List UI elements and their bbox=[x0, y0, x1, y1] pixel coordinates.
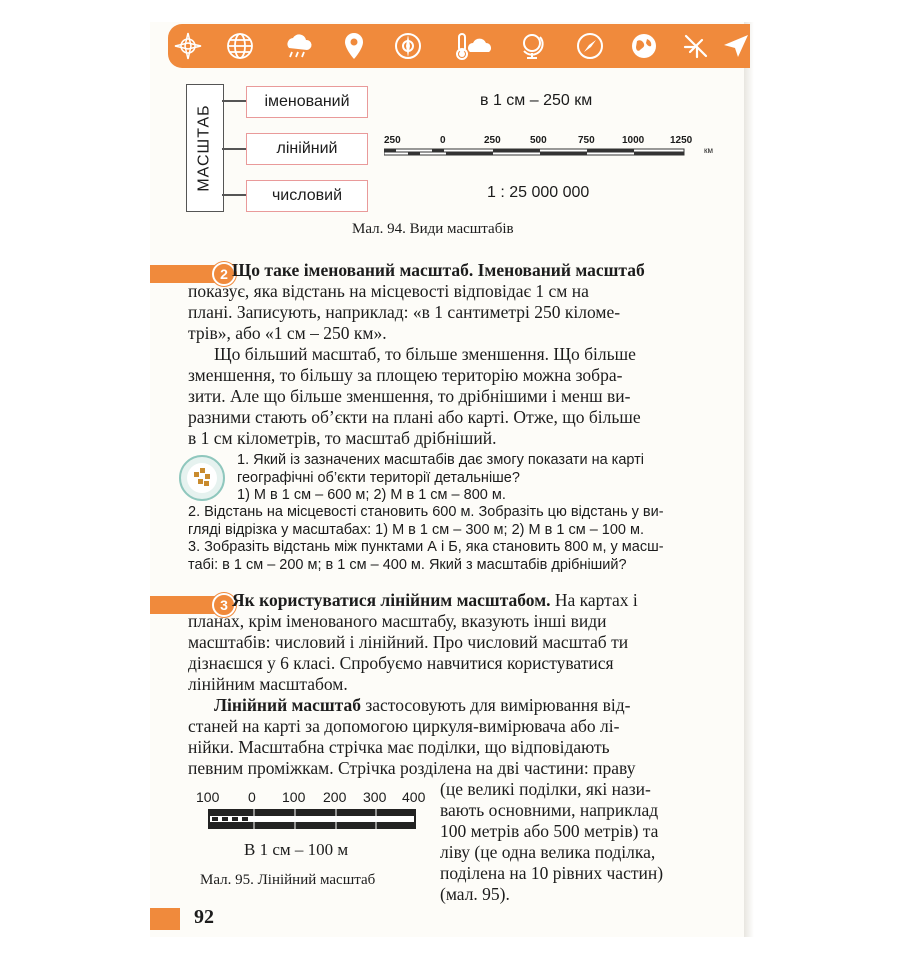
text-line: нійки. Масштабна стрічка має поділки, що відповідають bbox=[188, 737, 610, 757]
section-3-heading: Як користуватися лінійним масштабом. bbox=[232, 590, 551, 610]
text-line: поділена на 10 рівних частин) bbox=[440, 863, 664, 883]
figure-94-caption: Мал. 94. Види масштабів bbox=[352, 221, 514, 237]
compass-icon bbox=[390, 28, 426, 64]
connector-line bbox=[222, 100, 246, 102]
text-line: планах, крім іменованого масштабу, вказують інші види bbox=[188, 611, 607, 631]
tick-label: 200 bbox=[323, 789, 347, 805]
questions-2-3 bbox=[188, 504, 664, 574]
text-line: лінійним масштабом. bbox=[188, 674, 348, 694]
page-number-marker bbox=[150, 908, 180, 930]
linear-scale-unit: км bbox=[704, 146, 713, 155]
tick-label: 250 bbox=[384, 135, 401, 146]
tick-label: 1250 bbox=[670, 135, 693, 146]
question-1 bbox=[237, 452, 644, 505]
airplane-icon bbox=[678, 28, 714, 64]
text-line: станей на карті за допомогою циркуля-вимірювача або лі- bbox=[188, 716, 620, 736]
text-line: плані. Записують, наприклад: «в 1 сантиметрі 250 кіломе- bbox=[188, 302, 621, 322]
text-line: трів», або «1 см – 250 км». bbox=[188, 323, 387, 343]
rain-cloud-icon bbox=[280, 28, 316, 64]
section-3-body bbox=[188, 611, 722, 779]
linear-scale-box bbox=[246, 133, 368, 165]
map-pin-icon bbox=[336, 28, 372, 64]
numeric-scale-label: числовий bbox=[271, 187, 343, 204]
desk-globe-icon bbox=[514, 28, 550, 64]
question-line: 1. Який із зазначених масштабів дає змогу показати на карті bbox=[237, 452, 645, 468]
named-scale-box bbox=[246, 86, 368, 118]
figure-95-label: В 1 см – 100 м bbox=[244, 840, 349, 859]
figure-95-scale-bar bbox=[206, 806, 418, 832]
question-line: географічні об’єкти території детальніше? bbox=[237, 469, 520, 486]
compass-needle-icon bbox=[572, 28, 608, 64]
figure-95-ticks bbox=[196, 789, 436, 807]
tick-label: 250 bbox=[484, 135, 501, 146]
text-line: певним проміжкам. Стрічка розділена на дві частини: праву bbox=[188, 758, 636, 778]
section-2-heading-line bbox=[232, 260, 722, 281]
linear-scale-bar bbox=[384, 147, 714, 159]
tick-label: 100 bbox=[282, 789, 306, 805]
globe-icon bbox=[222, 28, 258, 64]
section-number: 2 bbox=[212, 262, 236, 286]
question-line: 2. Відстань на місцевості становить 600 м. Зобразіть цю відстань у ви- bbox=[188, 504, 664, 520]
tick-label: 500 bbox=[530, 135, 547, 146]
connector-line bbox=[222, 194, 246, 196]
tick-label: 1000 bbox=[622, 135, 645, 146]
scale-label: МАСШТАБ bbox=[196, 104, 213, 192]
numeric-scale-example: 1 : 25 000 000 bbox=[487, 184, 590, 201]
text-line: (це великі поділки, які нази- bbox=[440, 779, 651, 799]
text-line: Що більший масштаб, то більше зменшення. Що більше bbox=[214, 344, 636, 364]
linear-scale-label: лінійний bbox=[276, 140, 338, 157]
figure-95-caption: Мал. 95. Лінійний масштаб bbox=[200, 872, 376, 888]
section-2-term: Іменований масштаб bbox=[477, 260, 645, 280]
tick-label: 0 bbox=[248, 789, 256, 805]
named-scale-example: в 1 см – 250 км bbox=[480, 92, 593, 109]
question-line: 3. Зобразіть відстань між пунктами А і Б, яка становить 800 м, у масш- bbox=[188, 539, 664, 555]
text-line: вають основними, наприклад bbox=[440, 800, 659, 820]
text-line: разними стають об’єкти на плані або карті. Отже, що більше bbox=[188, 407, 641, 427]
text-line: дізнаєшся у 6 класі. Спробуємо навчитися користуватися bbox=[188, 653, 614, 673]
section-2-body bbox=[188, 281, 722, 449]
text-line: На картах і bbox=[554, 590, 638, 610]
question-icon bbox=[178, 454, 226, 502]
section-3-heading-line bbox=[232, 590, 722, 611]
text-line: зменшення, то більшу за площею територію можна зобра- bbox=[188, 365, 623, 385]
page-number: 92 bbox=[194, 906, 214, 928]
numeric-scale-box bbox=[246, 180, 368, 212]
scale-label-box bbox=[186, 84, 224, 212]
text-line: ліву (це одна велика поділка, bbox=[440, 842, 656, 862]
text-line: (мал. 95). bbox=[440, 884, 510, 904]
text-line: показує, яка відстань на місцевості відповідає 1 см на bbox=[188, 281, 589, 301]
text-line: 100 метрів або 500 метрів) та bbox=[440, 821, 659, 841]
question-line: 1) М в 1 см – 600 м; 2) М в 1 см – 800 м. bbox=[237, 487, 506, 503]
tick-label: 300 bbox=[363, 789, 387, 805]
text-line: застосовують для вимірювання від- bbox=[365, 695, 631, 715]
tick-label: 400 bbox=[402, 789, 426, 805]
section-number: 3 bbox=[212, 593, 236, 617]
section-2-heading: Що таке іменований масштаб. bbox=[232, 260, 474, 280]
bold-term: Лінійний масштаб bbox=[214, 695, 361, 715]
tick-label: 0 bbox=[440, 135, 446, 146]
connector-line bbox=[222, 148, 246, 150]
text-line: в 1 см кілометрів, то масштаб дрібніший. bbox=[188, 428, 497, 448]
question-line: гляді відрізка у масштабах: 1) М в 1 см – 300 м; 2) М в 1 см – 100 м. bbox=[188, 521, 644, 538]
paper-plane-icon bbox=[718, 28, 754, 64]
text-line: зити. Але що більше зменшення, то дрібнішими і менш ви- bbox=[188, 386, 631, 406]
compass-rose-icon bbox=[170, 28, 206, 64]
text-line: масштабів: числовий і лінійний. Про числовий масштаб ти bbox=[188, 632, 629, 652]
page-edge-shadow bbox=[744, 22, 754, 937]
world-icon bbox=[626, 28, 662, 64]
tick-label: 100 bbox=[196, 789, 220, 805]
tick-label: 750 bbox=[578, 135, 595, 146]
question-line: табі: в 1 см – 200 м; в 1 см – 400 м. Який з масштабів дрібніший? bbox=[188, 556, 627, 573]
section-3-side-text bbox=[440, 779, 722, 905]
named-scale-label: іменований bbox=[264, 93, 350, 110]
cloud-icon bbox=[462, 28, 498, 64]
